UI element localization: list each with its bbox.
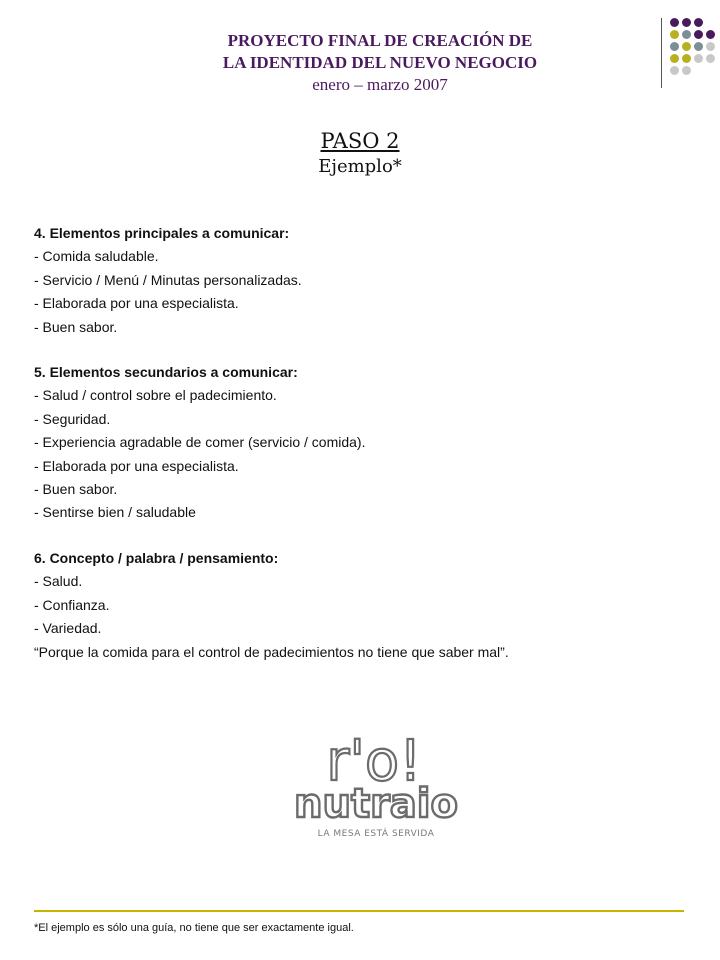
- section-secondary-elements: [34, 361, 674, 525]
- list-item: - Buen sabor.: [34, 318, 118, 335]
- footer-rule: [34, 910, 684, 912]
- decorative-dot: [682, 30, 691, 39]
- nutraio-logo: [288, 722, 464, 844]
- section-heading: 5. Elementos secundarios a comunicar:: [34, 364, 298, 381]
- decorative-dot: [694, 42, 703, 51]
- decorative-dot: [694, 30, 703, 39]
- section-main-elements: [34, 222, 674, 339]
- header-divider-line: [661, 18, 662, 88]
- list-item: - Sentirse bien / saludable: [34, 504, 196, 521]
- list-item: - Confianza.: [34, 596, 110, 613]
- decorative-dot: [670, 54, 679, 63]
- list-item: - Salud / control sobre el padecimiento.: [34, 387, 277, 404]
- logo-wordmark: nutraio: [294, 781, 458, 827]
- document-header: [120, 30, 640, 96]
- step-subtitle: Ejemplo*: [318, 156, 402, 177]
- section-heading: 6. Concepto / palabra / pensamiento:: [34, 549, 279, 566]
- footnote: *El ejemplo es sólo una guía, no tiene que ser exactamente igual.: [34, 922, 354, 934]
- decorative-dot-grid: [670, 18, 720, 88]
- list-item: - Salud.: [34, 573, 83, 590]
- list-item: - Elaborada por una especialista.: [34, 457, 239, 474]
- header-date: enero – marzo 2007: [312, 75, 448, 94]
- list-item: - Variedad.: [34, 620, 102, 637]
- decorative-dot: [670, 66, 679, 75]
- list-item: - Seguridad.: [34, 410, 111, 427]
- decorative-dot: [682, 66, 691, 75]
- list-item: - Experiencia agradable de comer (servicio / comida).: [34, 434, 366, 451]
- list-item: “Porque la comida para el control de padecimientos no tiene que saber mal”.: [34, 643, 509, 660]
- logo-top-mark: r'o!: [326, 729, 422, 794]
- section-concept: [34, 547, 674, 664]
- step-title-block: [160, 127, 560, 179]
- decorative-dot: [670, 30, 679, 39]
- header-line-1: PROYECTO FINAL DE CREACIÓN DE: [227, 31, 533, 50]
- decorative-dot: [670, 18, 679, 27]
- decorative-dot: [706, 54, 715, 63]
- decorative-dot: [670, 42, 679, 51]
- decorative-dot: [706, 30, 715, 39]
- header-line-2: LA IDENTIDAD DEL NUEVO NEGOCIO: [222, 53, 538, 72]
- list-item: - Servicio / Menú / Minutas personalizadas.: [34, 271, 302, 288]
- decorative-dot: [682, 42, 691, 51]
- decorative-dot: [682, 18, 691, 27]
- decorative-dot: [694, 54, 703, 63]
- list-item: - Elaborada por una especialista.: [34, 295, 239, 312]
- list-item: - Buen sabor.: [34, 481, 118, 498]
- decorative-dot: [706, 42, 715, 51]
- logo-tagline: LA MESA ESTÁ SERVIDA: [317, 829, 435, 839]
- document-body: [34, 222, 674, 664]
- list-item: - Comida saludable.: [34, 248, 159, 265]
- section-heading: 4. Elementos principales a comunicar:: [34, 225, 290, 241]
- decorative-dot: [694, 18, 703, 27]
- step-title: PASO 2: [320, 129, 400, 153]
- decorative-dot: [682, 54, 691, 63]
